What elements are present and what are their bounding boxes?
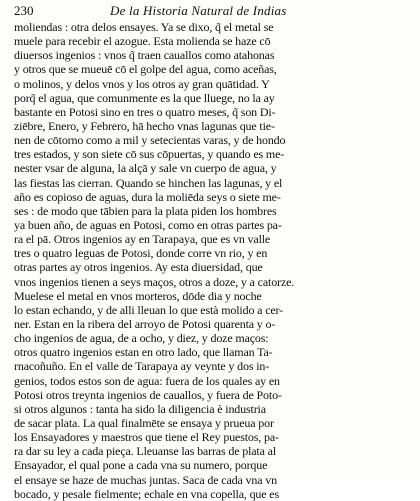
text-line: moliendas : otra delos ensayes. Ya se dixo, q̃ el metal se [14,20,274,34]
text-line: lo estan echando, y de alli lleuan lo que està molido a cer- [14,302,283,317]
text-line: nen de cōtorno como a mil y setecientas varas, y de hondo [14,133,286,148]
text-line: ner. Estan en la ribera del arroyo de Potosi quarenta y o- [14,316,276,331]
text-line: Ensayador, el qual pone a cada vna su numero, porque [14,458,268,473]
text-line: ra el pā. Otros ingenios ay en Tarapaya, que es vn valle [14,232,271,247]
text-line: otros quatro ingenios estan en otro lado, que llaman Ta- [14,345,273,360]
text-line: nester vsar de alguna, la alçā y sale vn cuerpo de agua, y [14,161,277,176]
body-text [14,20,414,501]
text-line: ses : de modo que tābien para la plata piden los hombres [14,203,277,218]
text-line: año es copioso de aguas, dura la moliēda seys o siete me- [14,189,281,204]
text-line: Potosi otros treynta ingenios de cauallos, y fuera de Poto- [14,387,282,402]
running-title: De la Historia Natural de Indias [110,3,287,18]
text-line: el ensaye se haze de muchas juntas. Saca de cada vna vn [14,472,277,487]
text-line: ra dar su ley a cada pieça. Lleuanse las barras de plata al [14,444,277,459]
text-line: genios, todos estos son de agua: fuera de los quales ay en [14,373,280,388]
text-line: vnos ingenios tienen a seys maços, otros a doze, y a catorze. [14,274,295,289]
text-line: las fiestas las cierran. Quando se hinchen las lagunas, y el [14,175,283,190]
text-line: bastante en Potosi sino en tres o quatro meses, q̃ son Di- [14,104,276,119]
text-line: cho ingenios de agua, de a ocho, y diez, y doze maços: [14,331,269,346]
text-line: diuersos ingenios : vnos q̃ traen cauallos como atahonas [14,48,275,63]
text-line: porq̃ el agua, que comunmente es la que lluege, no la ay [14,90,275,105]
text-line: los Ensayadores y maestros que tiene el Rey puestos, pa- [14,430,279,445]
text-line: otras partes ay otros ingenios. Ay esta diuersidad, que [14,260,263,275]
running-head [14,3,412,19]
text-line: muele para recebir el azogue. Esta molienda se haze cō [14,34,271,49]
text-line: si otros algunos : tanta ha sido la diligencia è industria [14,401,266,416]
text-line: ya buen año, de aguas en Potosi, como en otras partes pa- [14,217,282,232]
text-line: tres estados, y son siete cō sus cōpuertas, y quando es me- [14,147,285,162]
text-line: y otros que se mueuē cō el golpe del agua, como aceñas, [14,62,277,77]
text-line: ziēbre, Enero, y Febrero, hā hecho vnas lagunas que tie- [14,118,275,133]
page-number: 230 [14,3,34,18]
text-line: rnacoñuño. En el valle de Tarapaya ay veynte y dos in- [14,359,270,374]
text-line: tres o quatro leguas de Potosi, donde corre vn rio, y en [14,246,268,261]
text-line: Muelese el metal en vnos morteros, dōde dia y noche [14,288,262,303]
text-line: o molinos, y delos vnos y los otros ay gran quātidad. Y [14,76,270,91]
text-line: de sacar plata. La qual finalmēte se ensaya y prueua por [14,415,274,430]
text-line: bocado, y pesale fielmente; echale en vna copella, que es [14,486,279,501]
